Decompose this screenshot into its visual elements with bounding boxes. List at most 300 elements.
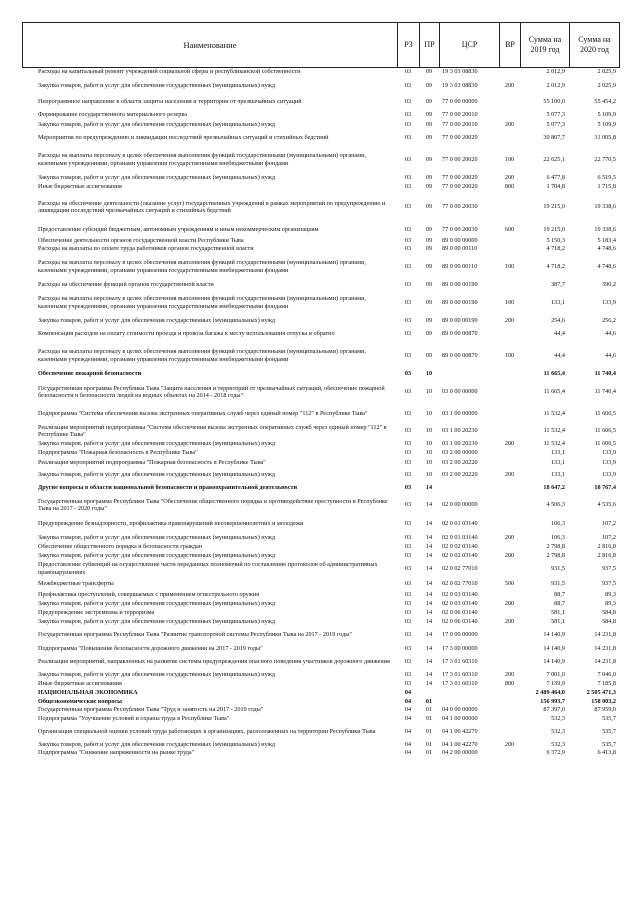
row-rz: 04 xyxy=(404,688,412,696)
row-pr: 09 xyxy=(425,155,433,163)
row-sum-2020: 14 231,8 xyxy=(594,658,616,666)
table-row xyxy=(22,590,618,599)
row-name: Подпрограмма "Система обеспечения вызова экстренных оперативных служб через единый номер "112" в Республике Тыва" xyxy=(38,410,368,418)
table-row xyxy=(22,379,618,405)
row-rz: 03 xyxy=(404,155,412,163)
row-rz: 03 xyxy=(404,174,412,182)
table-body xyxy=(22,66,618,757)
row-name: Реализация мероприятий, направленных на развитие системы предупреждения опасного поведения участников дорожного движения xyxy=(38,658,390,666)
row-csr: 04 1 00 42270 xyxy=(442,740,478,748)
row-sum-2019: 4 718,2 xyxy=(546,245,565,253)
table-row xyxy=(22,280,618,289)
row-name: Профилактика преступлений, совершаемых с применением огнестрельного оружия xyxy=(38,590,260,598)
row-rz: 03 xyxy=(404,543,412,551)
row-sum-2019: 88,7 xyxy=(554,590,565,598)
row-name: Обеспечение пожарной безопасности xyxy=(38,370,142,378)
row-sum-2020: 937,5 xyxy=(602,579,616,587)
row-pr: 09 xyxy=(425,262,433,270)
row-csr: 04 2 00 00000 xyxy=(442,749,478,757)
row-sum-2019: 133,1 xyxy=(551,470,565,478)
table-row xyxy=(22,223,618,237)
row-sum-2019: 156 993,7 xyxy=(540,697,565,705)
row-pr: 14 xyxy=(425,644,433,652)
row-name: Закупка товаров, работ и услуг для обеспечения государственных (муниципальных) нужд xyxy=(38,740,276,748)
row-rz: 04 xyxy=(404,697,412,705)
table-row xyxy=(22,533,618,543)
row-rz: 04 xyxy=(404,706,412,714)
row-pr: 14 xyxy=(425,501,433,509)
row-pr: 09 xyxy=(425,245,433,253)
row-rz: 03 xyxy=(404,370,412,378)
row-csr: 02 0 02 77010 xyxy=(442,564,478,572)
row-sum-2020: 107,2 xyxy=(602,520,616,528)
table-row xyxy=(22,369,618,379)
row-vr: 800 xyxy=(504,679,515,687)
row-rz: 03 xyxy=(404,427,412,435)
row-sum-2020: 584,8 xyxy=(602,608,616,616)
row-pr: 09 xyxy=(425,226,433,234)
row-pr: 09 xyxy=(425,98,433,106)
row-name: Другие вопросы в области национальной безопасности и правоохранительной деятельности xyxy=(38,484,298,492)
row-csr: 77 0 00 20020 xyxy=(442,155,478,163)
row-sum-2020: 4 748,6 xyxy=(597,262,616,270)
row-pr: 09 xyxy=(425,174,433,182)
row-sum-2019: 133,1 xyxy=(551,459,565,467)
row-vr: 800 xyxy=(504,183,515,191)
table-row xyxy=(22,551,618,560)
row-rz: 03 xyxy=(404,237,412,245)
row-rz: 03 xyxy=(404,564,412,572)
row-name: Предупреждение безнадзорности, профилактика правонарушений несовершеннолетних и молодежи xyxy=(38,520,304,528)
row-name: Предоставление субсидий бюджетным, автономным учреждениям и иным некоммерческим организациям xyxy=(38,226,319,234)
row-rz: 03 xyxy=(404,459,412,467)
table-row xyxy=(22,439,618,448)
row-pr: 01 xyxy=(425,714,433,722)
row-sum-2019: 30 807,7 xyxy=(543,133,565,141)
row-vr: 100 xyxy=(504,351,515,359)
row-rz: 03 xyxy=(404,203,412,211)
row-csr: 77 0 00 20020 xyxy=(442,133,478,141)
row-csr: 03 2 00 20220 xyxy=(442,459,478,467)
row-name: Закупка товаров, работ и услуг для обеспечения государственных (муниципальных) нужд xyxy=(38,617,276,625)
row-name: Закупка товаров, работ и услуг для обеспечения государственных (муниципальных) нужд xyxy=(38,316,276,324)
row-sum-2020: 55 454,2 xyxy=(594,98,616,106)
row-pr: 09 xyxy=(425,203,433,211)
row-rz: 03 xyxy=(404,133,412,141)
row-name: Расходы на выплаты по оплате труда работников органов государственной власти xyxy=(38,245,254,253)
table-row xyxy=(22,481,618,495)
table-row xyxy=(22,458,618,468)
row-pr: 10 xyxy=(425,388,433,396)
row-rz: 04 xyxy=(404,714,412,722)
row-csr: 17 0 00 00000 xyxy=(442,630,478,638)
row-sum-2019: 88,7 xyxy=(554,599,565,607)
row-rz: 04 xyxy=(404,740,412,748)
row-sum-2020: 14 231,8 xyxy=(594,644,616,652)
header-rz: РЗ xyxy=(398,23,420,67)
row-rz: 03 xyxy=(404,183,412,191)
table-row xyxy=(22,120,618,129)
row-name: Государственная программа Республики Тыва "Труд и занятость на 2017 - 2019 годы" xyxy=(38,706,264,714)
row-rz: 03 xyxy=(404,226,412,234)
row-pr: 09 xyxy=(425,329,433,337)
row-csr: 17 3 01 60310 xyxy=(442,679,478,687)
row-rz: 03 xyxy=(404,449,412,457)
row-pr: 09 xyxy=(425,120,433,128)
row-sum-2019: 14 140,9 xyxy=(543,658,565,666)
table-row xyxy=(22,325,618,342)
table-row xyxy=(22,146,618,173)
row-name: Государственная программа Республики Тыва "Защита населения и территорий от чрезвычайных ситуаций, обеспечение пожарной безопасности и безопасности людей на водных объектах на 2014 - 2018 годы" xyxy=(38,384,385,399)
row-rz: 03 xyxy=(404,111,412,119)
row-name: Компенсация расходов на оплату стоимости проезда и провоза багажа к месту использования отпуска и обратно xyxy=(38,329,335,337)
row-sum-2019: 11 665,4 xyxy=(543,370,565,378)
table-header xyxy=(22,22,620,68)
row-name: Подпрограмма "Повышение безопасности дорожного движения на 2017 - 2019 годы" xyxy=(38,644,263,652)
row-sum-2020: 2 025,9 xyxy=(597,82,616,90)
row-sum-2020: 19 338,6 xyxy=(594,203,616,211)
row-csr: 77 0 00 20020 xyxy=(442,183,478,191)
row-sum-2020: 5 109,9 xyxy=(597,111,616,119)
row-sum-2019: 532,3 xyxy=(551,727,565,735)
row-rz: 03 xyxy=(404,439,412,447)
row-csr: 17 3 00 00000 xyxy=(442,644,478,652)
row-pr: 09 xyxy=(425,133,433,141)
row-csr: 02 0 06 03140 xyxy=(442,617,478,625)
row-csr: 89 0 00 00110 xyxy=(442,245,478,253)
row-csr: 02 0 00 00000 xyxy=(442,501,478,509)
row-name: Общеэкономические вопросы xyxy=(38,697,122,705)
row-sum-2020: 2 816,8 xyxy=(597,551,616,559)
row-sum-2019: 5 150,3 xyxy=(546,237,565,245)
header-pr: ПР xyxy=(420,23,440,67)
row-pr: 09 xyxy=(425,280,433,288)
row-sum-2019: 2 012,9 xyxy=(546,68,565,76)
row-name: Реализация мероприятий подпрограммы "Пожарная безопасность в Республике Тыва" xyxy=(38,459,266,467)
row-sum-2020: 19 338,6 xyxy=(594,226,616,234)
row-csr: 89 0 00 00190 xyxy=(442,280,478,288)
row-pr: 14 xyxy=(425,670,433,678)
row-sum-2020: 535,7 xyxy=(602,740,616,748)
row-name: Иные бюджетные ассигнования xyxy=(38,183,122,191)
row-sum-2020: 133,9 xyxy=(602,459,616,467)
row-pr: 09 xyxy=(425,183,433,191)
row-rz: 03 xyxy=(404,98,412,106)
table-row xyxy=(22,110,618,120)
row-csr: 03 1 00 20230 xyxy=(442,427,478,435)
row-rz: 03 xyxy=(404,501,412,509)
row-name: Формирование государственного материального резерва xyxy=(38,111,187,119)
row-vr: 200 xyxy=(504,82,515,90)
row-name: Расходы на обеспечение деятельности (оказание услуг) государственных учреждений в рамках мероприятий по предупреждению и ликвидации последствий чрезвычайных ситуаций и стихийных бедствий xyxy=(38,199,386,214)
row-sum-2019: 18 647,2 xyxy=(543,484,565,492)
row-sum-2019: 532,3 xyxy=(551,740,565,748)
row-sum-2020: 6 413,8 xyxy=(597,749,616,757)
row-sum-2020: 1 715,8 xyxy=(597,183,616,191)
row-csr: 02 0 02 03140 xyxy=(442,543,478,551)
row-vr: 200 xyxy=(504,599,515,607)
row-sum-2019: 44,4 xyxy=(554,351,565,359)
table-row xyxy=(22,749,618,757)
row-sum-2020: 133,9 xyxy=(602,298,616,306)
table-row xyxy=(22,316,618,325)
row-rz: 03 xyxy=(404,280,412,288)
row-name: Государственная программа Республики Тыва "Развитие транспортной системы Республики Тыва на 2017 - 2019 годы" xyxy=(38,630,352,638)
table-row xyxy=(22,706,618,714)
row-csr: 17 3 01 60310 xyxy=(442,658,478,666)
row-rz: 03 xyxy=(404,590,412,598)
row-name: Подпрограмма "Улучшение условий и охраны труда в Республике Тыва" xyxy=(38,714,230,722)
table-row xyxy=(22,66,618,78)
row-csr: 04 0 00 00000 xyxy=(442,706,478,714)
row-pr: 10 xyxy=(425,439,433,447)
row-pr: 09 xyxy=(425,111,433,119)
table-row xyxy=(22,626,618,643)
row-csr: 19 3 03 08830 xyxy=(442,82,478,90)
table-row xyxy=(22,740,618,749)
row-vr: 200 xyxy=(504,470,515,478)
row-rz: 03 xyxy=(404,298,412,306)
row-sum-2019: 133,1 xyxy=(551,298,565,306)
row-sum-2020: 11 740,4 xyxy=(594,370,616,378)
row-pr: 10 xyxy=(425,427,433,435)
table-row xyxy=(22,183,618,191)
row-name: Расходы на выплаты персоналу в целях обеспечения выполнения функций государственными (муниципальными) органами, казенными учреждениями, органами управления государственными внебюджетными фондами xyxy=(38,152,366,167)
row-pr: 09 xyxy=(425,298,433,306)
row-sum-2020: 44,6 xyxy=(605,329,616,337)
row-pr: 09 xyxy=(425,68,433,76)
row-sum-2019: 532,3 xyxy=(551,714,565,722)
row-sum-2019: 931,5 xyxy=(551,564,565,572)
table-row xyxy=(22,599,618,608)
row-sum-2019: 387,7 xyxy=(551,280,565,288)
row-pr: 14 xyxy=(425,579,433,587)
table-row xyxy=(22,129,618,146)
table-row xyxy=(22,679,618,688)
row-sum-2020: 7 185,8 xyxy=(597,679,616,687)
row-sum-2020: 2 025,9 xyxy=(597,68,616,76)
row-rz: 03 xyxy=(404,388,412,396)
row-csr: 03 2 00 00000 xyxy=(442,449,478,457)
row-pr: 14 xyxy=(425,590,433,598)
row-pr: 01 xyxy=(425,749,433,757)
row-sum-2020: 256,2 xyxy=(602,316,616,324)
row-name: Закупка товаров, работ и услуг для обеспечения государственных (муниципальных) нужд xyxy=(38,670,276,678)
header-name: Наименование xyxy=(23,23,398,67)
row-pr: 10 xyxy=(425,459,433,467)
row-vr: 200 xyxy=(504,120,515,128)
row-sum-2019: 254,6 xyxy=(551,316,565,324)
row-name: Расходы на капитальный ремонт учреждений социальной сферы и республиканской собственности xyxy=(38,68,301,76)
row-name: Непрограммное направление в области защиты населения и территории от чрезвычайных ситуаций xyxy=(38,98,302,106)
table-row xyxy=(22,342,618,369)
row-sum-2020: 89,3 xyxy=(605,590,616,598)
header-vr: ВР xyxy=(500,23,521,67)
row-name: Обеспечение деятельности органов государственной власти Республики Тыва xyxy=(38,237,244,245)
row-rz: 03 xyxy=(404,316,412,324)
row-sum-2020: 535,7 xyxy=(602,714,616,722)
row-name: Подпрограмма "Пожарная безопасность в Республике Тыва" xyxy=(38,449,198,457)
row-pr: 10 xyxy=(425,410,433,418)
row-csr: 17 3 01 60310 xyxy=(442,670,478,678)
row-rz: 03 xyxy=(404,351,412,359)
row-name: Расходы на обеспечение функций органов государственной власти xyxy=(38,280,214,288)
table-row xyxy=(22,191,618,223)
row-rz: 03 xyxy=(404,617,412,625)
row-csr: 77 0 00 00000 xyxy=(442,98,478,106)
row-sum-2020: 133,9 xyxy=(602,470,616,478)
row-csr: 89 0 00 00110 xyxy=(442,262,478,270)
row-pr: 14 xyxy=(425,679,433,687)
row-sum-2019: 133,1 xyxy=(551,449,565,457)
row-sum-2019: 19 215,0 xyxy=(543,203,565,211)
row-csr: 03 0 00 00000 xyxy=(442,388,478,396)
row-sum-2020: 7 046,0 xyxy=(597,670,616,678)
row-name: Государственная программа Республики Тыва "Обеспечение общественного порядка и противодействие преступности в Республике Тыва на 2017 - 2020 годы" xyxy=(38,497,388,512)
row-pr: 14 xyxy=(425,564,433,572)
row-sum-2019: 55 100,0 xyxy=(543,98,565,106)
row-pr: 14 xyxy=(425,617,433,625)
row-sum-2019: 22 625,1 xyxy=(543,155,565,163)
table-row xyxy=(22,643,618,654)
row-sum-2020: 5 109,9 xyxy=(597,120,616,128)
row-pr: 14 xyxy=(425,551,433,559)
row-pr: 01 xyxy=(425,740,433,748)
row-rz: 03 xyxy=(404,120,412,128)
row-csr: 77 0 00 20030 xyxy=(442,203,478,211)
row-vr: 200 xyxy=(504,174,515,182)
table-row xyxy=(22,405,618,423)
table-row xyxy=(22,289,618,316)
row-sum-2019: 581,1 xyxy=(551,608,565,616)
row-csr: 03 1 00 00000 xyxy=(442,410,478,418)
row-vr: 100 xyxy=(504,298,515,306)
row-sum-2020: 2 816,8 xyxy=(597,543,616,551)
row-pr: 09 xyxy=(425,351,433,359)
row-csr: 04 1 00 42270 xyxy=(442,727,478,735)
row-sum-2019: 2 798,8 xyxy=(546,543,565,551)
row-rz: 03 xyxy=(404,410,412,418)
row-sum-2020: 87 959,0 xyxy=(594,706,616,714)
row-vr: 100 xyxy=(504,155,515,163)
row-csr: 02 0 03 03140 xyxy=(442,590,478,598)
table-row xyxy=(22,670,618,679)
row-name: Закупка товаров, работ и услуг для обеспечения государственных (муниципальных) нужд xyxy=(38,551,276,559)
row-rz: 03 xyxy=(404,644,412,652)
row-sum-2020: 14 231,8 xyxy=(594,630,616,638)
table-row xyxy=(22,94,618,110)
table-row xyxy=(22,714,618,723)
row-sum-2019: 11 665,4 xyxy=(543,388,565,396)
row-sum-2020: 937,5 xyxy=(602,564,616,572)
row-sum-2019: 11 532,4 xyxy=(543,410,565,418)
row-pr: 09 xyxy=(425,237,433,245)
row-vr: 500 xyxy=(504,579,515,587)
row-name: Закупка товаров, работ и услуг для обеспечения государственных (муниципальных) нужд xyxy=(38,82,276,90)
row-sum-2020: 22 770,5 xyxy=(594,155,616,163)
row-csr: 03 1 00 20230 xyxy=(442,439,478,447)
row-name: Организация специальной оценки условий труда работающих в организациях, расположенных на территории Республики Тыва xyxy=(38,727,376,735)
row-vr: 100 xyxy=(504,262,515,270)
row-csr: 77 0 00 20010 xyxy=(442,120,478,128)
row-csr: 77 0 00 20030 xyxy=(442,226,478,234)
table-row xyxy=(22,688,618,697)
row-name: Предупреждение экстремизма и терроризма xyxy=(38,608,155,616)
row-sum-2019: 106,3 xyxy=(551,520,565,528)
header-sum-2019: Сумма на 2019 год xyxy=(521,23,570,67)
row-name: Подпрограмма "Снижение напряженности на рынке труда" xyxy=(38,749,195,757)
row-sum-2019: 581,1 xyxy=(551,617,565,625)
row-rz: 03 xyxy=(404,68,412,76)
header-sum-2020: Сумма на 2020 год xyxy=(578,35,611,54)
row-pr: 10 xyxy=(425,449,433,457)
row-rz: 03 xyxy=(404,679,412,687)
row-csr: 02 0 01 03140 xyxy=(442,534,478,542)
row-name: Закупка товаров, работ и услуг для обеспечения государственных (муниципальных) нужд xyxy=(38,120,276,128)
row-sum-2020: 4 535,6 xyxy=(597,501,616,509)
row-name: Межбюджетные трансферты xyxy=(38,579,114,587)
row-sum-2019: 11 532,4 xyxy=(543,427,565,435)
row-pr: 01 xyxy=(425,697,433,705)
row-sum-2019: 6 477,8 xyxy=(546,174,565,182)
row-sum-2019: 19 215,0 xyxy=(543,226,565,234)
row-rz: 03 xyxy=(404,551,412,559)
table-row xyxy=(22,78,618,94)
row-sum-2020: 6 519,5 xyxy=(597,174,616,182)
row-sum-2019: 2 798,8 xyxy=(546,551,565,559)
row-name: Мероприятия по предупреждению и ликвидации последствий чрезвычайных ситуаций и стихийных бедствий xyxy=(38,133,329,141)
table-row xyxy=(22,723,618,740)
row-pr: 14 xyxy=(425,608,433,616)
table-row xyxy=(22,560,618,577)
row-sum-2020: 11 606,5 xyxy=(594,410,616,418)
header-csr: ЦСР xyxy=(440,23,500,67)
row-sum-2019: 44,4 xyxy=(554,329,565,337)
row-sum-2019: 2 489 464,0 xyxy=(535,688,565,696)
row-pr: 14 xyxy=(425,520,433,528)
row-pr: 14 xyxy=(425,630,433,638)
row-name: Расходы на выплаты персоналу в целях обеспечения выполнения функций государственными (муниципальными) органами, казенными учреждениями, органами управления государственными внебюджетными фондами xyxy=(38,295,366,310)
table-row xyxy=(22,577,618,590)
table-row xyxy=(22,495,618,515)
row-vr: 200 xyxy=(504,617,515,625)
row-name: Закупка товаров, работ и услуг для обеспечения государственных (муниципальных) нужд xyxy=(38,470,276,478)
row-sum-2019: 4 718,2 xyxy=(546,262,565,270)
row-sum-2020: 390,2 xyxy=(602,280,616,288)
row-name: Закупка товаров, работ и услуг для обеспечения государственных (муниципальных) нужд xyxy=(38,599,276,607)
row-pr: 09 xyxy=(425,82,433,90)
row-sum-2019: 6 372,9 xyxy=(546,749,565,757)
row-sum-2020: 11 606,5 xyxy=(594,427,616,435)
table-row xyxy=(22,543,618,551)
row-rz: 04 xyxy=(404,727,412,735)
row-pr: 10 xyxy=(425,370,433,378)
table-row xyxy=(22,423,618,439)
row-sum-2020: 584,8 xyxy=(602,617,616,625)
row-vr: 200 xyxy=(504,670,515,678)
row-csr: 77 0 00 20010 xyxy=(442,111,478,119)
row-sum-2019: 4 506,3 xyxy=(546,501,565,509)
row-rz: 03 xyxy=(404,630,412,638)
row-rz: 03 xyxy=(404,534,412,542)
row-pr: 14 xyxy=(425,599,433,607)
row-sum-2020: 2 505 471,3 xyxy=(586,688,616,696)
row-sum-2020: 11 740,4 xyxy=(594,388,616,396)
row-rz: 03 xyxy=(404,82,412,90)
row-sum-2020: 107,2 xyxy=(602,534,616,542)
table-row xyxy=(22,253,618,280)
row-rz: 03 xyxy=(404,599,412,607)
